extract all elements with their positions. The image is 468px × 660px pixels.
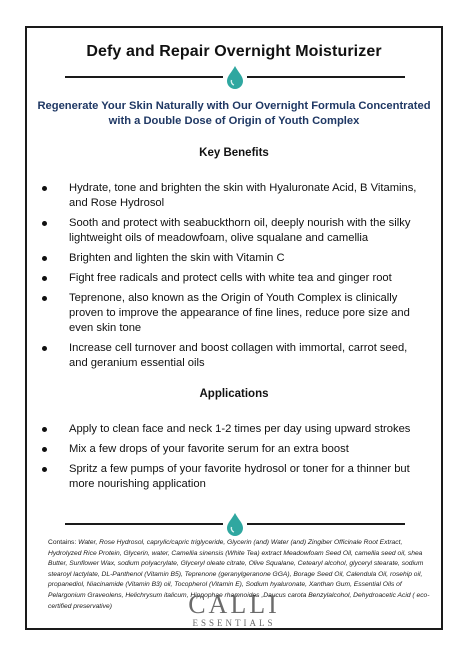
applications-heading: Applications — [199, 388, 269, 400]
list-item-text: Fight free radicals and protect cells with white tea and ginger root — [69, 272, 392, 284]
list-item-text: Increase cell turnover and boost collagen with immortal, carrot seed, and geranium essential oils — [69, 342, 408, 369]
water-drop-icon — [225, 65, 245, 89]
list-item-text: Hydrate, tone and brighten the skin with Hyaluronate Acid, B Vitamins, and Rose Hydrosol — [69, 182, 417, 209]
list-item-text: Sooth and protect with seabuckthorn oil, deeply nourish with the silky lightweight oils of meadowfoam, olive squalane and camellia — [69, 217, 411, 244]
ingredients-list: Water, Rose Hydrosol, caprylic/capric triglyceride, Glycerin (and) Water (and) Zingiber Officinale Root Extract, Hydrolyzed Rice Protein, Glycerin, water, Camellia sinensis (White Tea) extract Meadowfoam Seed Oil, camellia seed oil, shea Butter, Sunflower Wax, sodium polyacrylate, Glyceryl oleate citrate, Olive Squalane, Cetearyl alcohol, glyceryl stearate, sodium stearoyl lactylate, DL-Panthenol (Vitamin B5), Teprenone (geranylgeranone GGA), Borage Seed Oil, Calendula Oil, rosehip oil, propanediol, Niacinamide (Vitamin B3) oil, Tocopherol (Vitamin E), Sodium hyaluronate, Xanthan Gum, Essential Oils of Pelargonium Graveolens, Helichrysum italicum, Hippophae rhamnoides ,Daucus carota Benzylalcohol, Dehydroacetic Acid ( eco-certified preservative) — [48, 539, 430, 610]
bullet-icon — [42, 427, 47, 432]
list-item-text: Teprenone, also known as the Origin of Youth Complex is clinically proven to improve the appearance of fine lines, reduce pore size and even skin tone — [69, 292, 410, 334]
bullet-icon — [42, 276, 47, 281]
list-item — [27, 251, 441, 266]
list-item — [27, 181, 441, 211]
bottom-divider — [65, 512, 405, 536]
ingredients-label: Contains: — [48, 539, 77, 546]
list-item — [27, 341, 441, 371]
subtitle-line-2: with a Double Dose of Origin of Youth Complex — [108, 115, 360, 127]
brand-subtitle: ESSENTIALS — [192, 618, 276, 628]
list-item-text: Mix a few drops of your favorite serum for an extra boost — [69, 443, 349, 455]
product-title: Defy and Repair Overnight Moisturizer — [86, 43, 382, 60]
bullet-icon — [42, 221, 47, 226]
list-item-text: Spritz a few pumps of your favorite hydrosol or toner for a thinner but more nourishing application — [69, 463, 410, 490]
list-item-text: Brighten and lighten the skin with Vitamin C — [69, 252, 285, 264]
key-benefits-heading: Key Benefits — [199, 147, 269, 159]
bullet-icon — [42, 296, 47, 301]
subtitle-line-1: Regenerate Your Skin Naturally with Our Overnight Formula Concentrated — [37, 100, 431, 112]
applications-list — [27, 422, 441, 497]
bullet-icon — [42, 467, 47, 472]
list-item-text: Apply to clean face and neck 1-2 times per day using upward strokes — [69, 423, 411, 435]
divider-line-right — [247, 523, 405, 525]
bullet-icon — [42, 186, 47, 191]
list-item — [27, 462, 441, 492]
list-item — [27, 291, 441, 336]
divider-line-right — [247, 76, 405, 78]
brand-name: CALLI — [188, 590, 280, 619]
key-benefits-list — [27, 181, 441, 376]
product-card — [25, 26, 443, 630]
bullet-icon — [42, 256, 47, 261]
bullet-icon — [42, 447, 47, 452]
list-item — [27, 216, 441, 246]
top-divider — [65, 65, 405, 89]
water-drop-icon — [225, 512, 245, 536]
list-item — [27, 271, 441, 286]
list-item — [27, 442, 441, 457]
brand-logo — [0, 592, 468, 628]
list-item — [27, 422, 441, 437]
divider-line-left — [65, 76, 223, 78]
divider-line-left — [65, 523, 223, 525]
bullet-icon — [42, 346, 47, 351]
subtitle — [27, 99, 441, 129]
